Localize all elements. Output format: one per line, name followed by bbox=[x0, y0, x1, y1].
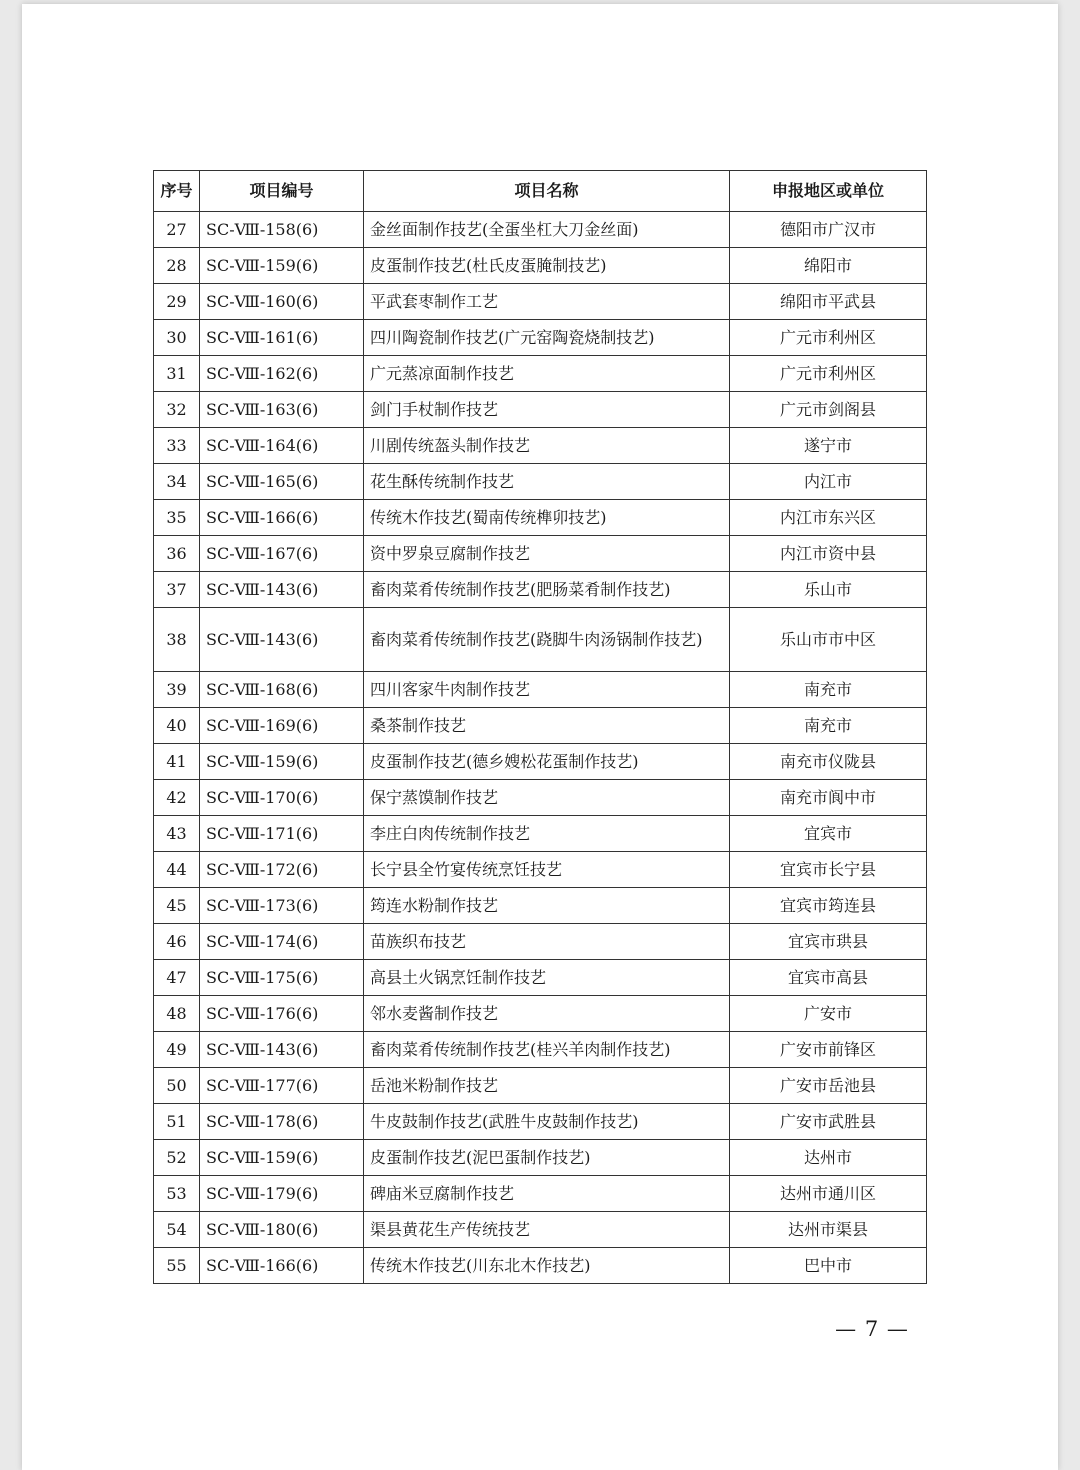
table-row bbox=[154, 536, 927, 572]
cell-region: 南充市 bbox=[730, 708, 927, 744]
table-row bbox=[154, 500, 927, 536]
cell-project-code: SC-Ⅷ-170(6) bbox=[200, 780, 364, 816]
cell-region: 广安市岳池县 bbox=[730, 1068, 927, 1104]
table-row bbox=[154, 1248, 927, 1284]
cell-serial-no: 34 bbox=[154, 464, 200, 500]
cell-serial-no: 38 bbox=[154, 608, 200, 672]
cell-serial-no: 41 bbox=[154, 744, 200, 780]
table-row bbox=[154, 428, 927, 464]
table-row bbox=[154, 1104, 927, 1140]
cell-serial-no: 42 bbox=[154, 780, 200, 816]
table-row bbox=[154, 888, 927, 924]
table-row bbox=[154, 960, 927, 996]
cell-project-code: SC-Ⅷ-173(6) bbox=[200, 888, 364, 924]
cell-serial-no: 52 bbox=[154, 1140, 200, 1176]
table-row bbox=[154, 1140, 927, 1176]
cell-project-code: SC-Ⅷ-162(6) bbox=[200, 356, 364, 392]
cell-region: 广安市前锋区 bbox=[730, 1032, 927, 1068]
cell-project-name: 皮蛋制作技艺(德乡嫂松花蛋制作技艺) bbox=[364, 744, 730, 780]
cell-project-name: 牛皮鼓制作技艺(武胜牛皮鼓制作技艺) bbox=[364, 1104, 730, 1140]
cell-serial-no: 28 bbox=[154, 248, 200, 284]
table-row bbox=[154, 320, 927, 356]
cell-project-name: 传统木作技艺(蜀南传统榫卯技艺) bbox=[364, 500, 730, 536]
table-header-row bbox=[154, 171, 927, 212]
cell-region: 达州市 bbox=[730, 1140, 927, 1176]
cell-region: 广安市武胜县 bbox=[730, 1104, 927, 1140]
cell-region: 宜宾市高县 bbox=[730, 960, 927, 996]
cell-region: 内江市 bbox=[730, 464, 927, 500]
table-body bbox=[154, 212, 927, 1284]
cell-region: 南充市仪陇县 bbox=[730, 744, 927, 780]
cell-project-name: 剑门手杖制作技艺 bbox=[364, 392, 730, 428]
cell-region: 乐山市 bbox=[730, 572, 927, 608]
cell-project-name: 畜肉菜肴传统制作技艺(肥肠菜肴制作技艺) bbox=[364, 572, 730, 608]
cell-region: 绵阳市平武县 bbox=[730, 284, 927, 320]
page-number: — 7 — bbox=[835, 1317, 909, 1341]
cell-serial-no: 37 bbox=[154, 572, 200, 608]
cell-project-code: SC-Ⅷ-167(6) bbox=[200, 536, 364, 572]
cell-serial-no: 40 bbox=[154, 708, 200, 744]
cell-project-code: SC-Ⅷ-165(6) bbox=[200, 464, 364, 500]
cell-project-code: SC-Ⅷ-166(6) bbox=[200, 1248, 364, 1284]
cell-serial-no: 44 bbox=[154, 852, 200, 888]
table-row bbox=[154, 248, 927, 284]
cell-project-name: 皮蛋制作技艺(泥巴蛋制作技艺) bbox=[364, 1140, 730, 1176]
cell-region: 宜宾市筠连县 bbox=[730, 888, 927, 924]
table-row bbox=[154, 1176, 927, 1212]
cell-serial-no: 31 bbox=[154, 356, 200, 392]
cell-region: 内江市资中县 bbox=[730, 536, 927, 572]
cell-project-name: 广元蒸凉面制作技艺 bbox=[364, 356, 730, 392]
cell-serial-no: 53 bbox=[154, 1176, 200, 1212]
cell-region: 德阳市广汉市 bbox=[730, 212, 927, 248]
cell-project-code: SC-Ⅷ-160(6) bbox=[200, 284, 364, 320]
cell-project-code: SC-Ⅷ-178(6) bbox=[200, 1104, 364, 1140]
cell-project-code: SC-Ⅷ-174(6) bbox=[200, 924, 364, 960]
cell-project-name: 岳池米粉制作技艺 bbox=[364, 1068, 730, 1104]
cell-project-name: 畜肉菜肴传统制作技艺(跷脚牛肉汤锅制作技艺) bbox=[364, 608, 730, 672]
cell-project-name: 金丝面制作技艺(全蛋坐杠大刀金丝面) bbox=[364, 212, 730, 248]
cell-project-code: SC-Ⅷ-159(6) bbox=[200, 744, 364, 780]
cell-project-name: 川剧传统盔头制作技艺 bbox=[364, 428, 730, 464]
cell-serial-no: 46 bbox=[154, 924, 200, 960]
table-row bbox=[154, 996, 927, 1032]
cell-region: 绵阳市 bbox=[730, 248, 927, 284]
cell-region: 内江市东兴区 bbox=[730, 500, 927, 536]
cell-project-name: 桑茶制作技艺 bbox=[364, 708, 730, 744]
cell-region: 广元市利州区 bbox=[730, 320, 927, 356]
header-region: 申报地区或单位 bbox=[730, 171, 927, 212]
cell-project-name: 传统木作技艺(川东北木作技艺) bbox=[364, 1248, 730, 1284]
table-row bbox=[154, 924, 927, 960]
table-row bbox=[154, 780, 927, 816]
cell-serial-no: 35 bbox=[154, 500, 200, 536]
table-row bbox=[154, 744, 927, 780]
header-project-code: 项目编号 bbox=[200, 171, 364, 212]
table-row bbox=[154, 356, 927, 392]
table-row bbox=[154, 816, 927, 852]
table-row bbox=[154, 572, 927, 608]
cell-project-code: SC-Ⅷ-171(6) bbox=[200, 816, 364, 852]
cell-project-code: SC-Ⅷ-143(6) bbox=[200, 1032, 364, 1068]
cell-region: 乐山市市中区 bbox=[730, 608, 927, 672]
cell-region: 宜宾市 bbox=[730, 816, 927, 852]
cell-region: 遂宁市 bbox=[730, 428, 927, 464]
table-row bbox=[154, 1068, 927, 1104]
cell-serial-no: 49 bbox=[154, 1032, 200, 1068]
cell-region: 广元市剑阁县 bbox=[730, 392, 927, 428]
cell-project-code: SC-Ⅷ-169(6) bbox=[200, 708, 364, 744]
cell-project-code: SC-Ⅷ-158(6) bbox=[200, 212, 364, 248]
cell-project-code: SC-Ⅷ-164(6) bbox=[200, 428, 364, 464]
cell-serial-no: 32 bbox=[154, 392, 200, 428]
cell-project-name: 畜肉菜肴传统制作技艺(桂兴羊肉制作技艺) bbox=[364, 1032, 730, 1068]
cell-serial-no: 39 bbox=[154, 672, 200, 708]
cell-region: 广安市 bbox=[730, 996, 927, 1032]
cell-serial-no: 50 bbox=[154, 1068, 200, 1104]
cell-project-code: SC-Ⅷ-180(6) bbox=[200, 1212, 364, 1248]
document-page bbox=[22, 4, 1058, 1470]
cell-project-name: 四川客家牛肉制作技艺 bbox=[364, 672, 730, 708]
cell-project-code: SC-Ⅷ-143(6) bbox=[200, 572, 364, 608]
table-row bbox=[154, 852, 927, 888]
cell-serial-no: 43 bbox=[154, 816, 200, 852]
cell-project-name: 平武套枣制作工艺 bbox=[364, 284, 730, 320]
cell-project-name: 筠连水粉制作技艺 bbox=[364, 888, 730, 924]
cell-serial-no: 47 bbox=[154, 960, 200, 996]
cell-project-name: 高县土火锅烹饪制作技艺 bbox=[364, 960, 730, 996]
cell-project-name: 皮蛋制作技艺(杜氏皮蛋腌制技艺) bbox=[364, 248, 730, 284]
cell-region: 巴中市 bbox=[730, 1248, 927, 1284]
table-row bbox=[154, 284, 927, 320]
cell-project-name: 花生酥传统制作技艺 bbox=[364, 464, 730, 500]
cell-project-code: SC-Ⅷ-143(6) bbox=[200, 608, 364, 672]
cell-serial-no: 33 bbox=[154, 428, 200, 464]
table-row bbox=[154, 1032, 927, 1068]
cell-region: 宜宾市珙县 bbox=[730, 924, 927, 960]
cell-project-code: SC-Ⅷ-166(6) bbox=[200, 500, 364, 536]
cell-region: 广元市利州区 bbox=[730, 356, 927, 392]
cell-project-name: 碑庙米豆腐制作技艺 bbox=[364, 1176, 730, 1212]
cell-project-code: SC-Ⅷ-172(6) bbox=[200, 852, 364, 888]
cell-project-code: SC-Ⅷ-175(6) bbox=[200, 960, 364, 996]
cell-project-name: 李庄白肉传统制作技艺 bbox=[364, 816, 730, 852]
cell-project-code: SC-Ⅷ-177(6) bbox=[200, 1068, 364, 1104]
cell-project-code: SC-Ⅷ-168(6) bbox=[200, 672, 364, 708]
heritage-project-table bbox=[153, 170, 927, 1284]
cell-serial-no: 29 bbox=[154, 284, 200, 320]
table-row bbox=[154, 212, 927, 248]
cell-serial-no: 48 bbox=[154, 996, 200, 1032]
cell-project-code: SC-Ⅷ-176(6) bbox=[200, 996, 364, 1032]
cell-project-name: 渠县黄花生产传统技艺 bbox=[364, 1212, 730, 1248]
cell-project-code: SC-Ⅷ-161(6) bbox=[200, 320, 364, 356]
cell-project-code: SC-Ⅷ-163(6) bbox=[200, 392, 364, 428]
cell-serial-no: 55 bbox=[154, 1248, 200, 1284]
cell-serial-no: 27 bbox=[154, 212, 200, 248]
table-row bbox=[154, 392, 927, 428]
table-row bbox=[154, 464, 927, 500]
table-row bbox=[154, 1212, 927, 1248]
cell-serial-no: 36 bbox=[154, 536, 200, 572]
cell-serial-no: 54 bbox=[154, 1212, 200, 1248]
cell-project-name: 长宁县全竹宴传统烹饪技艺 bbox=[364, 852, 730, 888]
cell-region: 南充市阆中市 bbox=[730, 780, 927, 816]
table-row bbox=[154, 708, 927, 744]
cell-serial-no: 45 bbox=[154, 888, 200, 924]
cell-serial-no: 51 bbox=[154, 1104, 200, 1140]
cell-region: 宜宾市长宁县 bbox=[730, 852, 927, 888]
cell-project-code: SC-Ⅷ-179(6) bbox=[200, 1176, 364, 1212]
cell-region: 达州市通川区 bbox=[730, 1176, 927, 1212]
cell-project-name: 苗族织布技艺 bbox=[364, 924, 730, 960]
cell-project-code: SC-Ⅷ-159(6) bbox=[200, 248, 364, 284]
header-project-name: 项目名称 bbox=[364, 171, 730, 212]
cell-region: 南充市 bbox=[730, 672, 927, 708]
header-serial-no: 序号 bbox=[154, 171, 200, 212]
cell-project-code: SC-Ⅷ-159(6) bbox=[200, 1140, 364, 1176]
table-row bbox=[154, 672, 927, 708]
table-row bbox=[154, 608, 927, 672]
cell-project-name: 邻水麦酱制作技艺 bbox=[364, 996, 730, 1032]
cell-project-name: 四川陶瓷制作技艺(广元窑陶瓷烧制技艺) bbox=[364, 320, 730, 356]
cell-project-name: 资中罗泉豆腐制作技艺 bbox=[364, 536, 730, 572]
cell-serial-no: 30 bbox=[154, 320, 200, 356]
cell-project-name: 保宁蒸馍制作技艺 bbox=[364, 780, 730, 816]
cell-region: 达州市渠县 bbox=[730, 1212, 927, 1248]
